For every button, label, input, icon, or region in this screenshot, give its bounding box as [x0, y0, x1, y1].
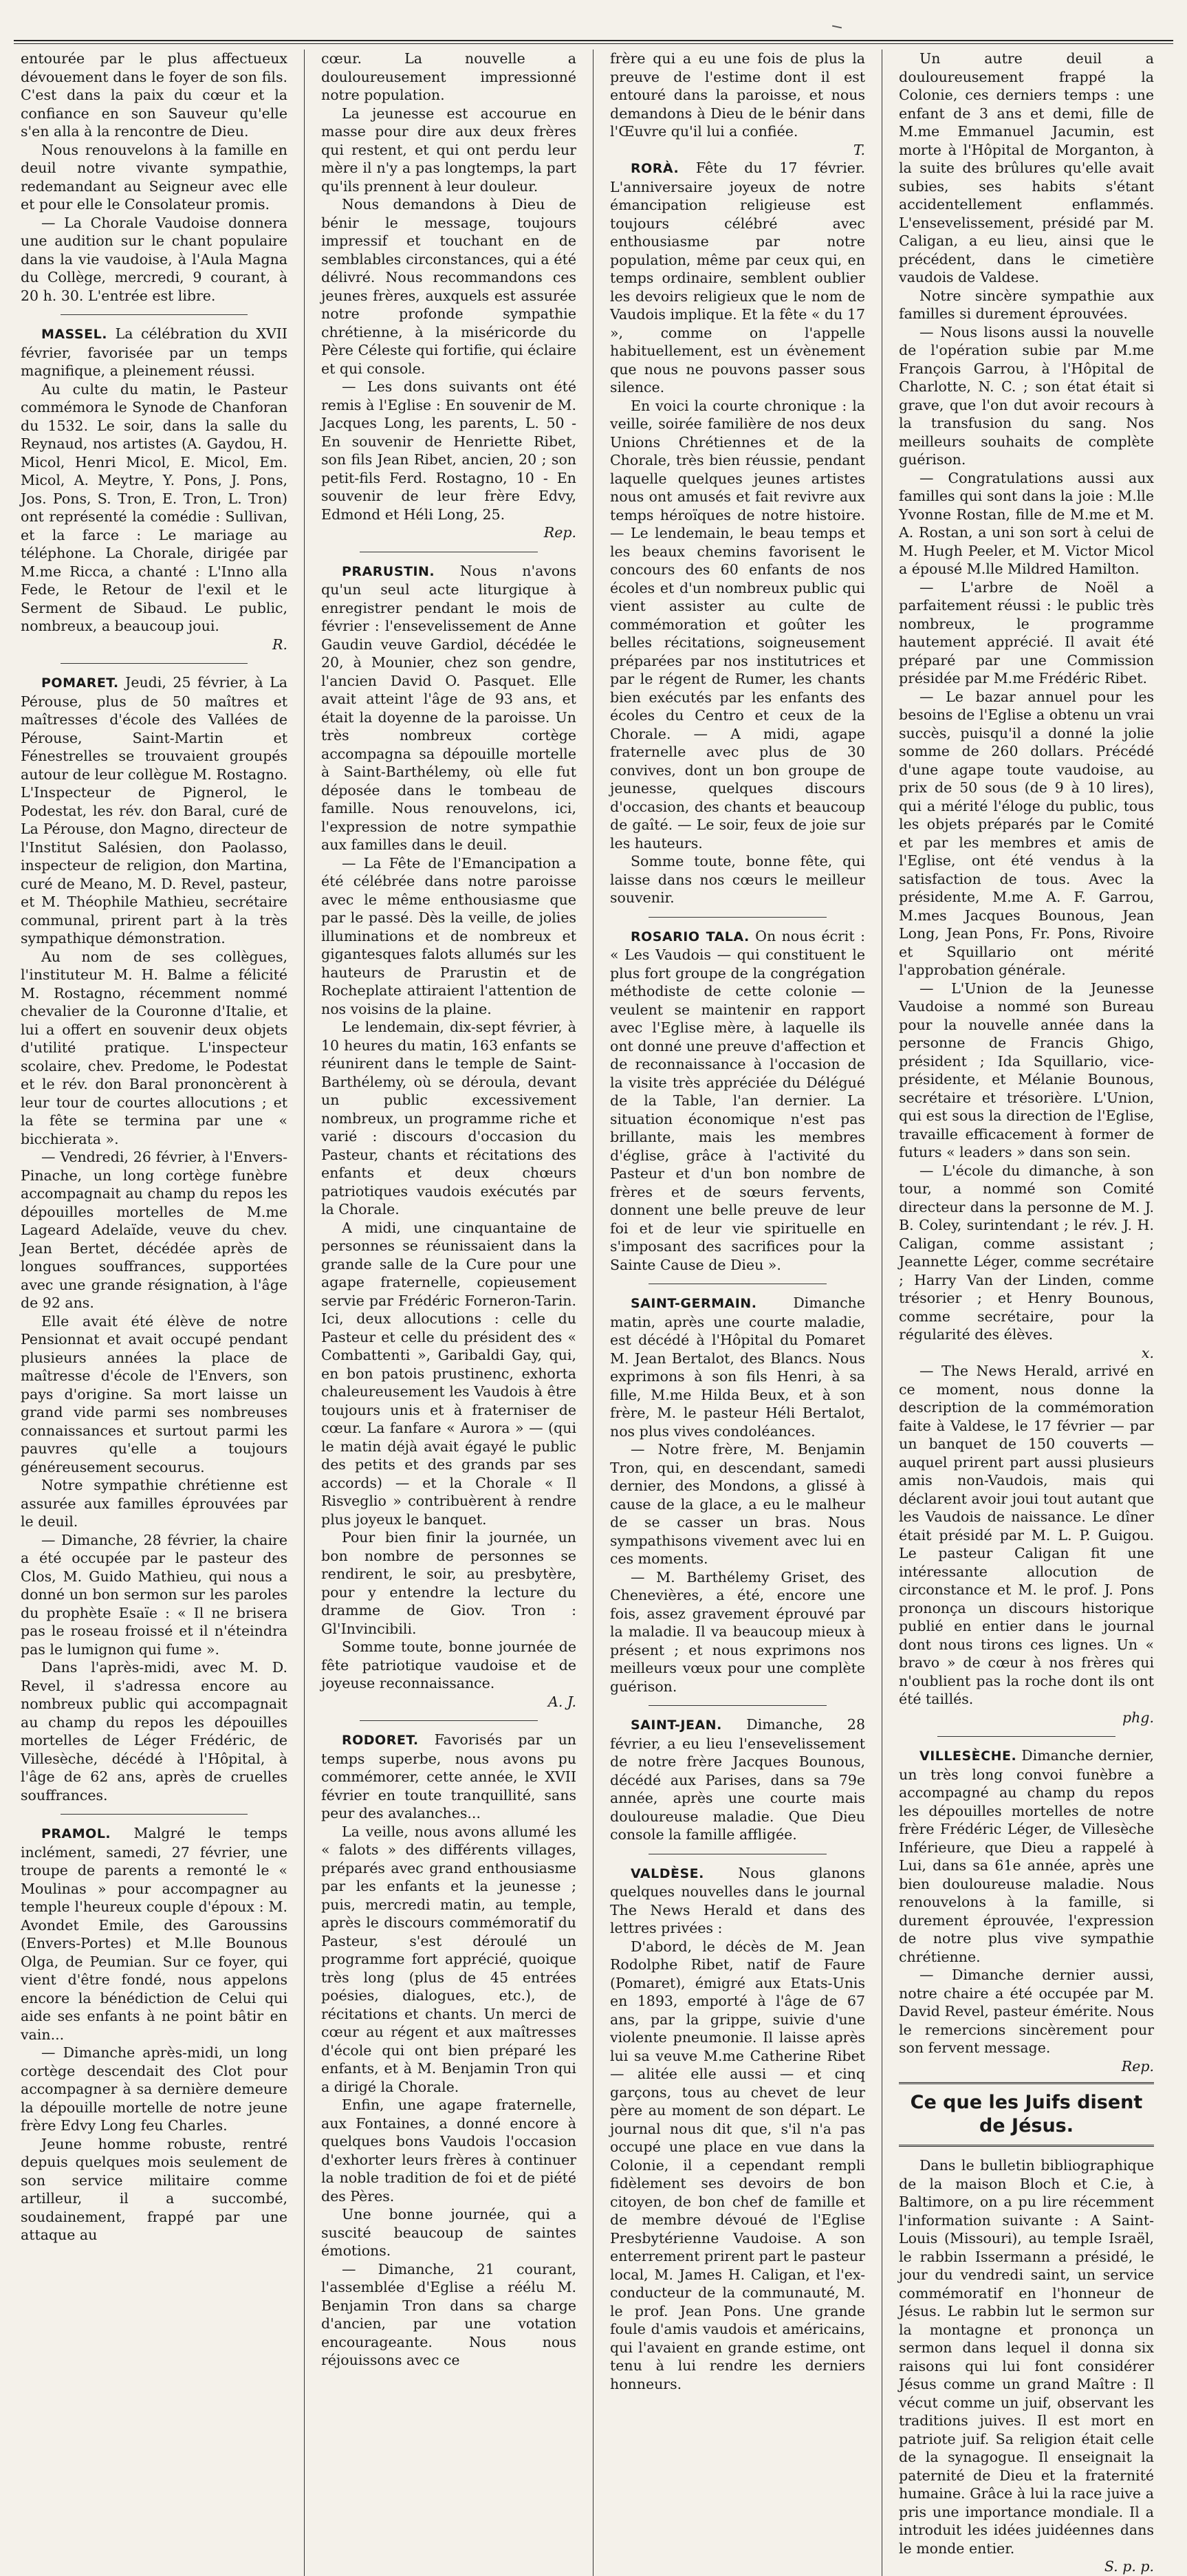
article-lead-paragraph	[21, 325, 287, 380]
paragraph	[21, 1531, 287, 1659]
paragraph	[610, 397, 865, 853]
column-1	[15, 50, 304, 2576]
locality-heading: PRARUSTIN.	[342, 563, 435, 579]
paragraph-text: — Nous lisons aussi la nouvelle de l'opération subie par M.me François Garrou, à l'Hôpital de Charlotte, N. C. ; son état était si grave, que l'on dut avoir recours à la transfusion du sang. Nos meilleurs souhaits de complète guérison.	[899, 323, 1154, 468]
column-2	[304, 50, 593, 2576]
locality-heading: PRAMOL.	[41, 1826, 111, 1841]
signature: T.	[853, 141, 865, 158]
signature: phg.	[1122, 1709, 1154, 1726]
paragraph-text: Dimanche dernier, un très long convoi funèbre a accompagné au champ du repos les dépouilles mortelles de notre frère Frédéric Léger, de Villesèche Inférieure, que Dieu a rappelé à Lui, dans sa 61e année, après une bien douloureuse maladie. Nous renouvelons à la famille, si durement éprouvée, l'expression de notre plus vive sympathie chrétienne.	[899, 1747, 1154, 1965]
paragraph	[321, 2260, 576, 2370]
paragraph	[21, 2135, 287, 2244]
article-lead-paragraph	[21, 673, 287, 948]
paragraph-text: — M. Barthélemy Griset, des Chenevières, a été, encore une fois, assez gravement éprouvé par la maladie. Il va beaucoup mieux à présent ; et nous exprimons nos meilleurs vœux pour une complète guérison.	[610, 1568, 865, 1695]
paragraph	[21, 1312, 287, 1477]
paragraph-text: — Les dons suivants ont été remis à l'Eglise : En souvenir de M. Jacques Long, les parents, L. 50 - En souvenir de Henriette Ribet, son fils Jean Ribet, ancien, 20 ; son petit-fils Ferd. Rostagno, 10 - En souvenir de leur frère Edvy, Edmond et Héli Long, 25.	[321, 378, 576, 523]
paragraph-text: On nous écrit : « Les Vaudois — qui constituent le plus fort groupe de la congrégation méthodiste de cette colonie — veulent se maintenir en rapport avec l'Eglise mère, à laquelle ils ont donné une preuve d'affection et de reconnaissance à l'occasion de la visite très appréciée du Délégué de la Table, l'an dernier. La situation économique n'est pas brillante, mais les membres d'église, grâce à l'activité du Pasteur et d'un bon nombre de frères et de sœurs fervents, donnent une belle preuve de leur foi et de leur vie spirituelle en s'imposant des sacrifices pour la Sainte Cause de Dieu ».	[610, 927, 865, 1273]
paragraph-text: entourée par le plus affectueux dévouement dans le foyer de son fils. C'est dans la paix du cœur et la confiance en son Sauveur qu'elle s'en alla à la rencontre de Dieu.	[21, 50, 287, 140]
article-separator	[61, 1814, 248, 1815]
paragraph	[899, 1362, 1154, 1709]
paragraph	[321, 854, 576, 1019]
paragraph-text: Nous n'avons qu'un seul acte liturgique à enregistrer pendant le mois de février : l'ensevelissement de Anne Gaudin veuve Gardiol, décédée le 20, à Mounier, chez son gendre, l'ancien David O. Pasquet. Elle avait atteint l'âge de 93 ans, et était la doyenne de la paroisse. Un très nombreux cortège accompagna sa dépouille mortelle à Saint-Barthélemy, où elle fut déposée dans le tombeau de famille. Nous renouvelons, ici, l'expression de notre sympathie aux familles dans le deuil.	[321, 562, 576, 853]
paragraph	[21, 2044, 287, 2135]
paragraph-text: — L'école du dimanche, à son tour, a nommé son Comité directeur dans la personne de M. J. B. Coley, surintendant ; le rév. J. H. Caligan, comme assistant ; Jeannette Léger, comme secrétaire ; Harry Van der Linden, comme trésorier ; et Henry Bounous, comme secrétaire, pour la régularité des élèves.	[899, 1162, 1154, 1343]
paragraph-text: Favorisés par un temps superbe, nous avons pu commémorer, cette année, le XVII février en toute tranquillité, sans peur des avalanches...	[321, 1731, 576, 1821]
paragraph	[899, 578, 1154, 688]
paragraph-text: Dans l'après-midi, avec M. D. Revel, il s'adressa encore au nombreux public qui accompagnait au champ du repos les dépouilles mortelles de Léger Frédéric, de Villesèche, décédé à l'Hôpital, à l'âge de 62 ans, après de cruelles souffrances.	[21, 1659, 287, 1804]
locality-heading: VALDÈSE.	[631, 1865, 704, 1881]
columns	[15, 50, 1170, 2575]
paragraph	[21, 948, 287, 1149]
paragraph-text: D'abord, le décès de M. Jean Rodolphe Ribet, natif de Faure (Pomaret), émigré aux Etats-Unis en 1893, emporté à l'âge de 67 ans, par la grippe, suivie d'une violente pneumonie. Il laisse après lui sa veuve M.me Catherine Ribet — alitée elle aussi — et cinq garçons, tous au chevet de leur père au moment de son départ. Le journal nous dit que, s'il n'a pas occupé une place en vue dans la Colonie, il a cependant rempli fidèlement ses devoirs de bon citoyen, de bon chef de famille et de membre dévoué de l'Eglise Presbytérienne Vaudoise. A son enterrement prirent part le pasteur local, M. James H. Caligan, et l'ex-conducteur de la communauté, M. le prof. Jean Pons. Une grande foule d'amis vaudois et américains, qui l'avaient en grande estime, ont tenu à lui rendre les derniers honneurs.	[610, 1938, 865, 2392]
paragraph	[321, 2205, 576, 2260]
paragraph	[21, 380, 287, 636]
article-lead-paragraph	[610, 1294, 865, 1440]
paragraph-text: Un autre deuil a douloureusement frappé la Colonie, ces derniers temps : une enfant de 3 ans et demi, fille de M.me Emmanuel Jacumin, est morte à l'Hôpital de Morganton, à la suite des brûlures qu'elle avait subies, ses habits s'étant accidentellement enflammés. L'ensevelissement, présidé par M. Caligan, a eu lieu, ainsi que le précédent, dans le cimetière vaudois de Valdese.	[899, 50, 1154, 285]
paragraph-text: Somme toute, bonne fête, qui laisse dans nos cœurs le meilleur souvenir.	[610, 853, 865, 906]
paragraph-text: Notre sincère sympathie aux familles si durement éprouvées.	[899, 287, 1154, 322]
paragraph	[899, 469, 1154, 578]
paragraph	[321, 195, 576, 378]
paragraph-text: Notre sympathie chrétienne est assurée aux familles éprouvées par le deuil.	[21, 1477, 287, 1530]
paragraph-text: — La Chorale Vaudoise donnera une audition sur le chant populaire dans la vie vaudoise, à l'Aula Magna du Collège, mercredi, 9 courant, à 20 h. 30. L'entrée est libre.	[21, 214, 287, 304]
signature: Rep.	[543, 524, 576, 541]
paragraph	[321, 1528, 576, 1638]
paragraph-text: Une bonne journée, qui a suscité beaucoup de saintes émotions.	[321, 2206, 576, 2259]
paragraph-text: Le lendemain, dix-sept février, à 10 heures du matin, 163 enfants se réunirent dans le temple de Saint-Barthélemy, où se déroula, devant un public excessivement nombreux, un programme riche et varié : discours d'occasion du Pasteur, chants et récitations des enfants et deux chœurs patriotiques vaudois exécutés par la Chorale.	[321, 1019, 576, 1217]
article-lead-paragraph	[610, 927, 865, 1275]
article-lead-paragraph	[321, 562, 576, 854]
signature: R.	[272, 636, 287, 653]
paragraph-text: — L'arbre de Noël a parfaitement réussi : le public très nombreux, le programme hautement apprécié. Il avait été préparé par une Commission présidée par M.me Frédéric Ribet.	[899, 578, 1154, 686]
paragraph	[610, 852, 865, 907]
paragraph	[899, 1162, 1154, 1344]
paragraph-text: — Congratulations aussi aux familles qui sont dans la joie : M.lle Yvonne Rostan, fille de M.me et M. A. Rostan, a uni son sort à celui de M. Hugh Peeler, et M. Victor Micol a épousé M.lle Mildred Hamilton.	[899, 469, 1154, 577]
locality-heading: SAINT-GERMAIN.	[631, 1296, 757, 1311]
paragraph-text: frère qui a eu une fois de plus la preuve de l'estime dont il est entouré dans la paroisse, et nous demandons à Dieu de le bénir dans l'Œuvre qu'il lui a confiée.	[610, 50, 865, 140]
locality-heading: RORÀ.	[631, 161, 679, 176]
paragraph-text: Dimanche, 28 février, a eu lieu l'ensevelissement de notre frère Jacques Bounous, décédé aux Parises, dans sa 79e année, après une courte mais douloureuse maladie. Que Dieu console la famille affligée.	[610, 1716, 865, 1843]
paragraph-text: Malgré le temps inclément, samedi, 27 février, une troupe de parents a remonté le « Moulinas » pour accompagner au temple l'heureux couple d'époux : M. Avondet Emile, des Garoussins (Envers-Portes) et M.lle Bounous Olga, de Peumian. Sur ce foyer, qui vient d'être fondé, nous appelons encore la bénédiction de Celui qui aide ses enfants à ne point bâtir en vain...	[21, 1825, 287, 2043]
paragraph	[21, 1148, 287, 1312]
paragraph	[610, 1568, 865, 1696]
paragraph-text: — Dimanche, 21 courant, l'assemblée d'Eglise a réélu M. Benjamin Tron dans sa charge d'ancien, par une votation encourageante. Nous nous réjouissons avec ce	[321, 2260, 576, 2368]
paragraph-text: Dans le bulletin bibliographique de la maison Bloch et C.ie, à Baltimore, on a pu lire récemment l'information suivante : A Saint-Louis (Missouri), au temple Israël, le rabbin Issermann a présidé, le jour du vendredi saint, un service commémoratif en l'honneur de Jésus. Le rabbin lut le sermon sur la montagne et prononça un sermon dans lequel il donna six raisons qui lui font considérer Jésus comme un grand Maître : Il vécut comme un juif, observant les traditions juives. Il est mort en patriote juif. Sa religion était celle de la synagogue. Il enseignait la paternité de Dieu et la fraternité humaine. Grâce à lui la race juive a pris une importance mondiale. Il a introduit les idées juidéennes dans le monde entier.	[899, 2157, 1154, 2557]
paragraph	[321, 2096, 576, 2205]
paragraph	[899, 979, 1154, 1162]
paragraph-text: — Notre frère, M. Benjamin Tron, qui, en descendant, samedi dernier, des Mondons, a glissé à cause de la glace, a eu le malheur de se casser un bras. Nous sympathisons vivement avec lui en ces moments.	[610, 1441, 865, 1567]
paragraph-text: — Dimanche après-midi, un long cortège descendait des Clot pour accompagner à sa dernière demeure la dépouille mortelle de notre jeune frère Edvy Long feu Charles.	[21, 2044, 287, 2134]
top-rule	[14, 40, 1173, 41]
paragraph-text: — Dimanche dernier aussi, notre chaire a été occupée par M. David Revel, pasteur émérite. Nous le remercions sincèrement pour son fervent message.	[899, 1967, 1154, 2056]
article-lead-paragraph	[610, 1715, 865, 1844]
paragraph	[321, 1638, 576, 1693]
locality-heading: RODORET.	[342, 1733, 419, 1748]
article-separator	[61, 314, 248, 315]
paragraph-text: — La Fête de l'Emancipation a été célébrée dans notre paroisse avec le même enthousiasme que par le passé. Dès la veille, de jolies illuminations et de nombreux et gigantesques falots allumés sur les hauteurs de Prarustin et de Rocheplate attiraient l'attention de nos voisins de la plaine.	[321, 854, 576, 1017]
boxed-article-title: Ce que les Juifs disent de Jésus.	[899, 2082, 1154, 2147]
paragraph-text: En voici la courte chronique : la veille, soirée familière de nos deux Unions Chrétiennes et de la Chorale, très bien réussie, pendant laquelle quelques jeunes artistes nous ont amusés et fait revivre aux temps héroïques de notre histoire. — Le lendemain, le beau temps et les beaux chemins favorisent le concours des 60 enfants de nos écoles et d'un nombreux public qui vient assister au culte de commémoration et goûter les belles récitations, soigneusement préparées par nos institutrices et par le régent de Rumer, les chants bien exécutés par les enfants des écoles du Centro et ceux de la Chorale. — A midi, agape fraternelle avec plus de 30 convives, dont un bon groupe de jeunesse, quelques discours d'occasion, des chants et beaucoup de gaîté. — Le soir, feux de joie sur les hauteurs.	[610, 397, 865, 852]
locality-heading: MASSEL.	[41, 327, 107, 342]
article-lead-paragraph	[21, 1824, 287, 2044]
signature: x.	[1141, 1344, 1154, 1361]
paragraph-text: Nous renouvelons à la famille en deuil notre vivante sympathie, redemandant au Seigneur avec elle et pour elle le Consolateur promis.	[21, 141, 287, 213]
article-separator	[61, 663, 248, 664]
paragraph-text: Jeudi, 25 février, à La Pérouse, plus de 50 maîtres et maîtresses d'école des Vallées de Pérouse, Saint-Martin et Fénestrelles se trouvaient groupés autour de leur collègue M. Rostagno. L'Inspecteur de Pignerol, le Podestat, les rév. don Baral, curé de La Pérouse, don Magno, directeur de l'Institut Salésien, don Paolasso, inspecteur de religion, don Martina, curé de Meano, M. D. Revel, pasteur, et M. Théophile Mathieu, secrétaire communal, prirent part à la très sympathique démonstration.	[21, 674, 287, 946]
paragraph-text: A midi, une cinquantaine de personnes se réunissaient dans la grande salle de la Cure pour une agape fraternelle, copieusement servie par Frédéric Forneron-Tarin. Ici, deux allocutions : celle du Pasteur et celle du président des « Combattenti », Garibaldi Gay, qui, en bon patois prustinenc, exhorta chaleureusement les Vaudois à être toujours unis et à fraterniser de cœur. La fanfare « Aurora » — (qui le matin déjà avait égayé le public des petits et des grands par ses accords) — et la Chorale « Il Risveglio » contribuèrent à rendre plus joyeux le banquet.	[321, 1219, 576, 1528]
paragraph-text: Somme toute, bonne journée de fête patriotique vaudoise et de joyeuse reconnaissance.	[321, 1638, 576, 1691]
signature: S. p. p.	[1104, 2558, 1154, 2575]
signature: Rep.	[1121, 2057, 1154, 2075]
paragraph	[610, 1440, 865, 1568]
article-lead-paragraph	[610, 1864, 865, 1938]
article-lead-paragraph	[610, 159, 865, 397]
paragraph	[610, 50, 865, 141]
paragraph	[21, 1658, 287, 1804]
column-4	[882, 50, 1170, 2576]
paragraph-text: cœur. La nouvelle a douloureusement impressionné notre population.	[321, 50, 576, 103]
paragraph	[899, 688, 1154, 979]
paragraph	[899, 50, 1154, 287]
paragraph	[899, 323, 1154, 469]
paragraph	[21, 50, 287, 141]
paragraph-text: — The News Herald, arrivé en ce moment, nous donne la description de la commémoration faite à Valdese, le 17 février — par un banquet de 150 couverts — auquel prirent part aussi plusieurs amis non-Vaudois, mais qui déclarent avoir joui tout autant que les Vaudois de naissance. Le dîner était présidé par M. L. P. Guigou. Le pasteur Caligan fit une intéressante allocution de circonstance et M. le prof. J. Pons prononça un discours historique publié en entier dans le journal dont nous tirons ces lignes. Un « bravo » de cœur à nos frères qui n'oublient pas la roche dont ils ont été taillés.	[899, 1363, 1154, 1707]
paragraph-text: — Vendredi, 26 février, à l'Envers-Pinache, un long cortège funèbre accompagnait au champ du repos les dépouilles mortelles de M.me Lageard Adelaïde, veuve du chev. Jean Bertet, décédée après de longues souffrances, supportées avec une grande résignation, à l'âge de 92 ans.	[21, 1149, 287, 1311]
paragraph-text: La veille, nous avons allumé les « falots » des différents villages, préparés avec grand enthousiasme par les enfants et la jeunesse ; puis, mercredi matin, au temple, après le discours commémoratif du Pasteur, s'est déroulé un programme fort apprécié, quoique très long (plus de 45 entrées poésies, dialogues, etc.), de récitations et chants. Un merci de cœur au régent et aux maîtresses d'école qui ont bien préparé les enfants, et à M. Benjamin Tron qui a dirigé la Chorale.	[321, 1823, 576, 2095]
paragraph-text: Nous demandons à Dieu de bénir le message, toujours impressif et touchant en de semblables circonstances, qui a été délivré. Nous recommandons ces jeunes frères, auxquels est assurée notre profonde sympathie chrétienne, à la miséricorde du Père Céleste qui fortifie, qui éclaire et qui console.	[321, 196, 576, 377]
paragraph	[321, 1018, 576, 1219]
paragraph	[321, 1219, 576, 1529]
page-mark	[832, 25, 842, 29]
paragraph	[321, 378, 576, 523]
paragraph-text: Dimanche matin, après une courte maladie, est décédé à l'Hôpital du Pomaret M. Jean Bertalot, des Blancs. Nous exprimons à son fils Henri, à sa fille, M.me Hilda Beux, et à son frère, M. le pasteur Héli Bertalot, nos plus vives condoléances.	[610, 1295, 865, 1440]
locality-heading: POMARET.	[41, 675, 119, 691]
paragraph-text: Elle avait été élève de notre Pensionnat et avait occupé pendant plusieurs années la place de maîtresse d'école de l'Envers, son pays d'origine. Sa mort laisse un grand vide parmi ses nombreuses connaissances et surtout parmi les pauvres qu'elle a toujours généreusement secourus.	[21, 1312, 287, 1475]
paragraph	[899, 287, 1154, 323]
locality-heading: VILLESÈCHE.	[919, 1749, 1017, 1764]
paragraph-text: Fête du 17 février. L'anniversaire joyeux de notre émancipation religieuse est toujours célébré avec enthousiasme par notre population, même par ceux qui, en temps ordinaire, semblent oublier les devoirs religieux que le nom de Vaudois implique. Et la fête « du 17 », comme on l'appelle habituellement, est un évènement que nous ne pouvons passer sous silence.	[610, 160, 865, 396]
paragraph-text: Jeune homme robuste, rentré depuis quelques mois seulement de son service militaire comme artilleur, il a succombé, soudainement, frappé par une attaque au	[21, 2135, 287, 2243]
article-separator	[937, 1736, 1116, 1737]
paragraph-text: Au culte du matin, le Pasteur commémora le Synode de Chanforan du 1532. Le soir, dans la salle du Reynaud, nos artistes (A. Gaydou, H. Micol, Henri Micol, E. Micol, Em. Micol, A. Meytre, Y. Pons, J. Pons, Jos. Pons, S. Tron, E. Tron, L. Tron) ont représenté la comédie : Sullivan, et la farce : Le mariage au téléphone. La Chorale, dirigée par M.me Ricca, a chanté : L'Inno alla Fede, le Retour de l'exil et le Serment de Sibaud. Le public, nombreux, a beaucoup joui.	[21, 380, 287, 634]
article-lead-paragraph	[321, 1731, 576, 1823]
paragraph	[21, 141, 287, 214]
paragraph	[321, 105, 576, 196]
paragraph-text: — Le bazar annuel pour les besoins de l'Eglise a obtenu un vrai succès, puisqu'il a donné la jolie somme de 260 dollars. Précédé d'une agape toute vaudoise, au prix de 50 sous (de 9 à 10 lires), qui a mérité l'éloge du public, tous les objets préparés par le Comité et par les membres et amis de l'Eglise, ont été vendus à la satisfaction de tous. Avec la présidente, M.me A. F. Garrou, M.mes Jacques Bounous, Jean Long, Jean Pons, Fr. Pons, Rivoire et Squillario ont mérité l'approbation générale.	[899, 688, 1154, 978]
article-separator	[360, 1720, 538, 1721]
paragraph	[899, 1966, 1154, 2057]
article-separator	[649, 1705, 827, 1706]
paragraph	[21, 214, 287, 305]
article-separator	[649, 917, 827, 918]
paragraph-text: La célébration du XVII février, favorisée par un temps magnifique, a pleinement réussi.	[21, 325, 287, 379]
paragraph-text: — L'Union de la Jeunesse Vaudoise a nommé son Bureau pour la nouvelle année dans la personne de Francis Ghigo, président ; Ida Squillario, vice-présidente, et Mélanie Bounous, secrétaire et trésorière. L'Union, qui est sous la direction de l'Eglise, travaille efficacement à former de futurs « leaders » dans son sein.	[899, 979, 1154, 1160]
paragraph-text: — Dimanche, 28 février, la chaire a été occupée par le pasteur des Clos, M. Guido Mathieu, qui nous a donné un bon sermon sur les paroles du prophète Esaïe : « Il ne brisera pas le roseau froissé et il n'éteindra pas le lumignon qui fume ».	[21, 1531, 287, 1658]
column-3	[593, 50, 882, 2576]
article-lead-paragraph	[899, 1746, 1154, 1966]
top-rule-thin	[14, 43, 1173, 44]
paragraph	[21, 1476, 287, 1531]
paragraph-text: Enfin, une agape fraternelle, aux Fontaines, a donné encore à quelques bons Vaudois l'occasion d'exhorter leurs frères à continuer la noble tradition de foi et de piété des Pères.	[321, 2097, 576, 2205]
locality-heading: ROSARIO TALA.	[631, 929, 750, 944]
paragraph-text: Nous glanons quelques nouvelles dans le journal The News Herald et dans des lettres privées :	[610, 1864, 865, 1936]
paragraph	[610, 1938, 865, 2394]
paragraph-text: La jeunesse est accourue en masse pour dire aux deux frères qui restent, et qui ont perdu leur mère il n'y a pas longtemps, la part qu'ils prennent à leur douleur.	[321, 105, 576, 195]
signature: A. J.	[548, 1693, 576, 1710]
paragraph-text: Au nom de ses collègues, l'instituteur M. H. Balme a félicité M. Rostagno, récemment nommé chevalier de la Couronne d'Italie, et lui a offert en souvenir deux objets d'utilité pratique. L'inspecteur scolaire, chev. Predome, le Podestat et le rév. don Baral prononcèrent à leur tour de courtes allocutions ; et la fête se termina par une « bicchierata ».	[21, 948, 287, 1147]
paragraph	[321, 50, 576, 105]
paragraph	[899, 2156, 1154, 2557]
locality-heading: SAINT-JEAN.	[631, 1718, 722, 1733]
paragraph	[321, 1823, 576, 2097]
paragraph-text: Pour bien finir la journée, un bon nombre de personnes se rendirent, le soir, au presbytère, pour y entendre la lecture du dramme de Giov. Tron : Gl'Invincibili.	[321, 1529, 576, 1637]
